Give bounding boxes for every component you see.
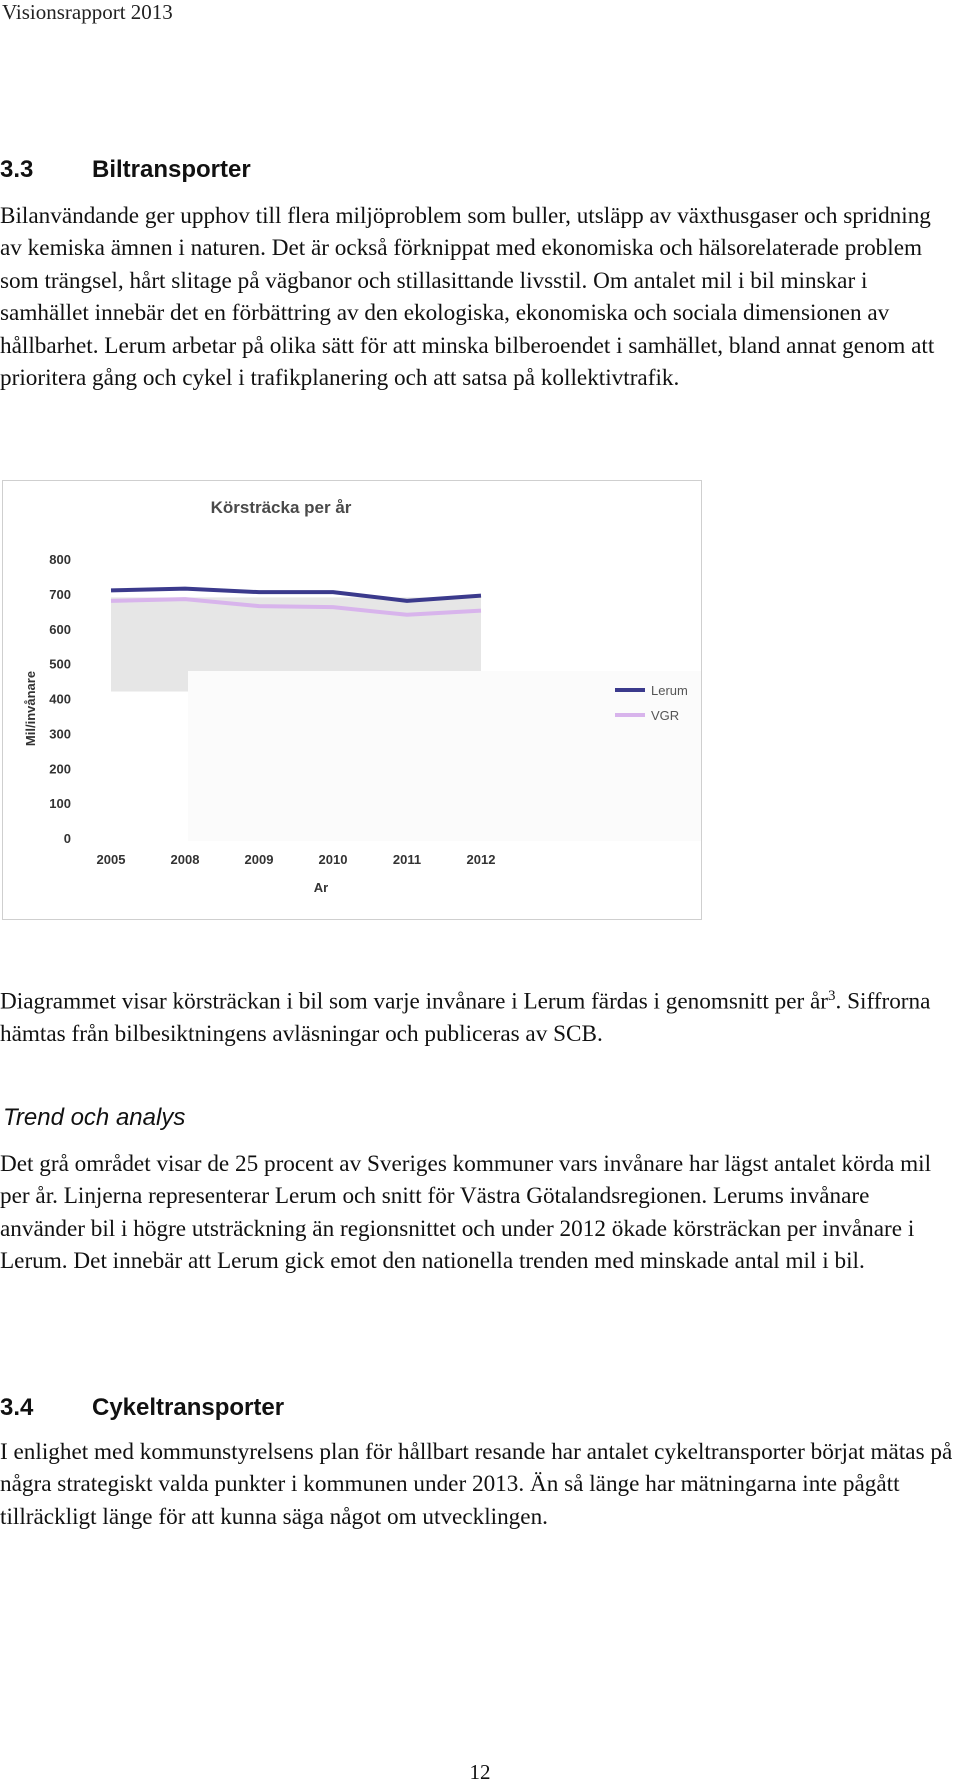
section-number: 3.3 — [0, 156, 34, 183]
x-tick-label: 2008 — [170, 852, 200, 867]
y-tick-label: 500 — [49, 656, 71, 672]
x-tick-label: 2011 — [392, 852, 422, 867]
caption-text: Diagrammet visar körsträckan i bil som varje invånare i Lerum färdas i genomsnitt per år — [0, 988, 829, 1015]
legend-label-lerum: Lerum — [651, 683, 688, 698]
x-tick-label: 2010 — [318, 852, 348, 867]
y-tick-label: 300 — [49, 726, 71, 742]
section-number: 3.4 — [0, 1394, 34, 1421]
y-tick-label: 800 — [49, 552, 71, 567]
y-tick-label: 400 — [49, 691, 71, 707]
trend-heading: Trend och analys — [3, 1104, 186, 1131]
y-tick-label: 200 — [49, 761, 71, 777]
x-tick-label: 2012 — [466, 852, 496, 867]
legend-backdrop — [188, 671, 701, 841]
x-tick-label: 2005 — [96, 852, 126, 867]
intro-paragraph: Bilanvändande ger upphov till flera miljöproblem som buller, utsläpp av växthusgaser och spridning av kemiska ämnen i naturen. Det är också förknippat med ekonomiska och hälsorelaterade problem som trängsel, hårt slitage på vägbanor och stillasittande livsstil. Om antalet mil i bil minskar i samhället innebär det en förbättring av den ekologiska, ekonomiska och sociala dimensionen av hållbarhet. Lerum arbetar på olika sätt för att minska bilberoendet i samhället, bland annat genom att prioritera gång och cykel i trafikplanering och att satsa på kollektivtrafik. — [0, 203, 935, 392]
y-tick-label: 700 — [49, 586, 71, 602]
section-heading-3-4 — [0, 1394, 284, 1422]
section-heading-3-3 — [0, 156, 251, 184]
section-title: Biltransporter — [92, 156, 251, 183]
y-tick-label: 600 — [49, 621, 71, 637]
y-axis-label: Mil/invånare — [23, 670, 38, 747]
section-title: Cykeltransporter — [92, 1394, 285, 1421]
line-chart — [3, 481, 701, 919]
running-header: Visionsrapport 2013 — [2, 0, 173, 24]
caption-rest: . Siffrorna hämtas från bilbesiktningens avläsningar och publiceras av SCB. — [0, 988, 931, 1048]
y-tick-label: 0 — [63, 831, 71, 846]
figure-caption — [0, 980, 958, 1051]
page-number: 12 — [469, 1760, 491, 1784]
x-axis-label: Ar — [313, 880, 329, 895]
footnote-ref: 3 — [828, 988, 836, 1004]
y-tick-label: 100 — [49, 796, 71, 812]
chart-title: Körsträcka per år — [210, 498, 352, 517]
chart-figure — [2, 480, 702, 920]
legend-label-vgr: VGR — [651, 708, 680, 723]
cycling-paragraph: I enlighet med kommunstyrelsens plan för hållbart resande har antalet cykeltransporter börjat mätas på några strategiskt valda punkter i kommunen under 2013. Än så länge har mätningarna inte pågått tillräckligt länge för att kunna säga något om utvecklingen. — [0, 1439, 953, 1530]
x-tick-label: 2009 — [244, 852, 274, 867]
analysis-paragraph: Det grå området visar de 25 procent av Sveriges kommuner vars invånare har lägst antalet körda mil per år. Linjerna representerar Lerum och snitt för Västra Götalandsregionen. Lerums invånare använder bil i högre utsträckning än regionsnittet och under 2012 ökade körsträckan per invånare i Lerum. Det innebär att Lerum gick emot den nationella trenden med minskade antal mil i bil. — [0, 1151, 932, 1275]
